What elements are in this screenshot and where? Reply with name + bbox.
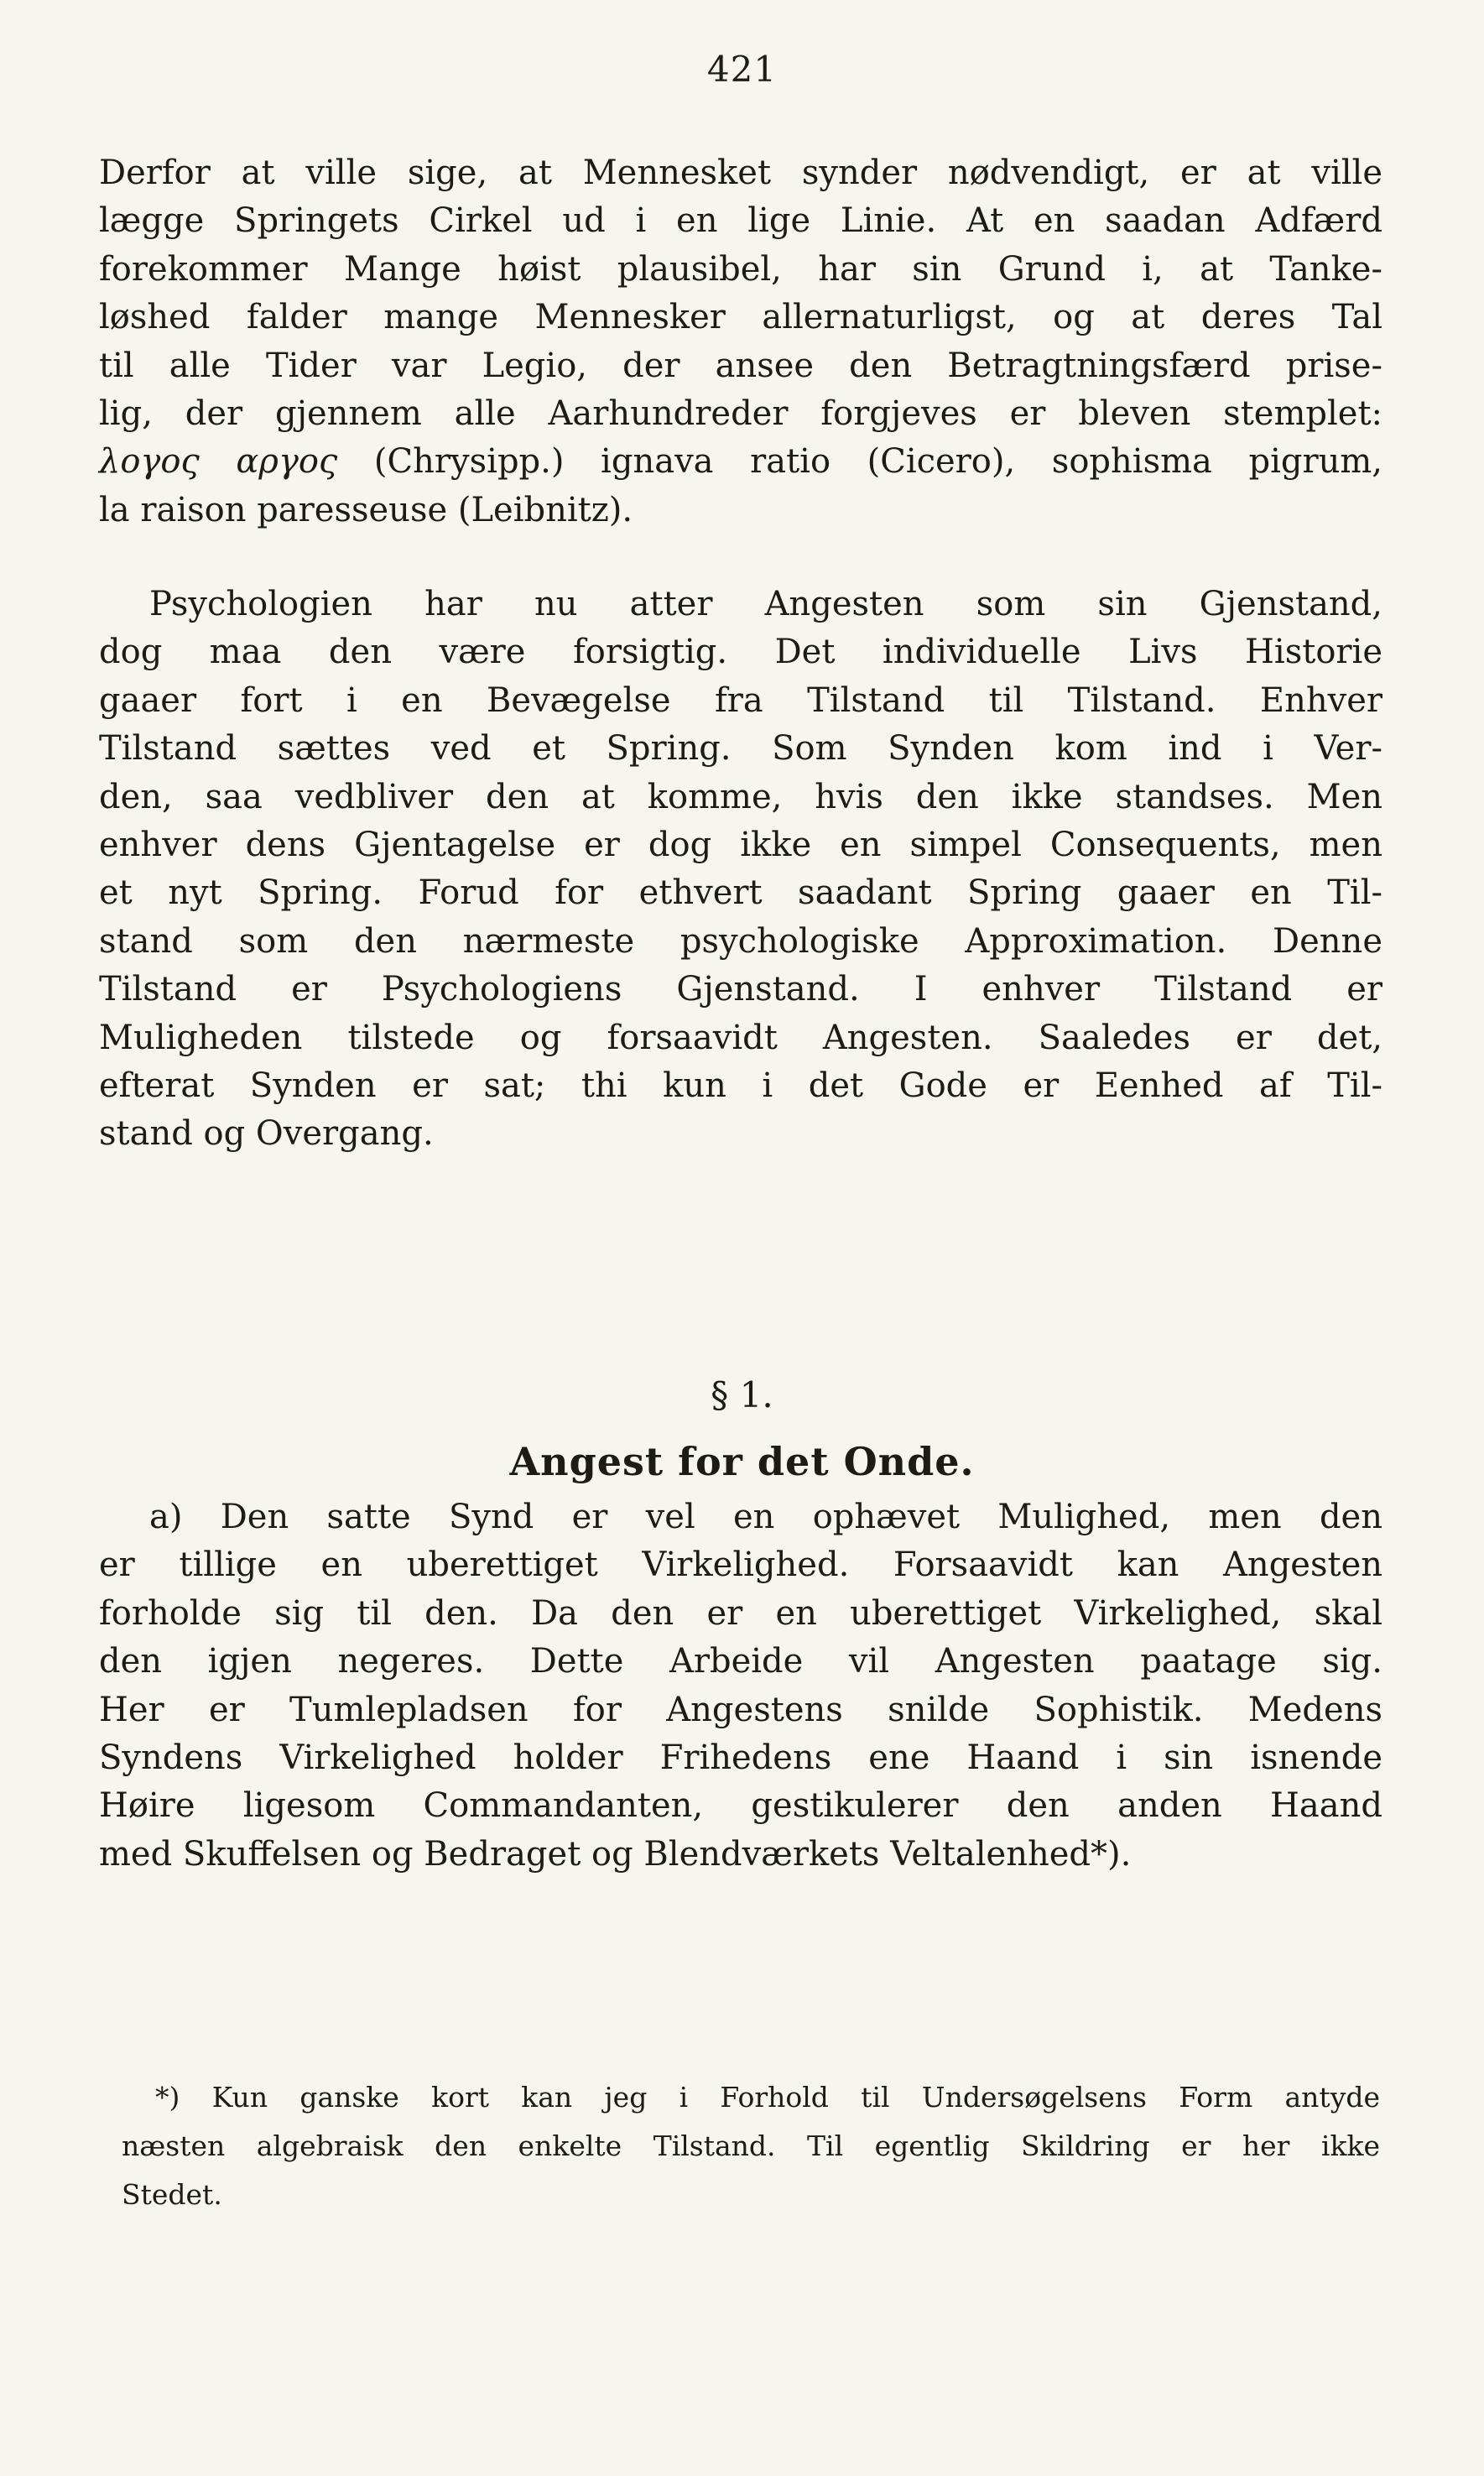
text-line: løshed falder mange Mennesker allernaturligst, og at deres Tal [99, 298, 1382, 337]
footnote [122, 2073, 1380, 2219]
text-line [99, 438, 1382, 486]
paragraph-2 [99, 581, 1382, 1159]
text-line: la raison paresseuse (Leibnitz). [99, 490, 633, 529]
text-line: lægge Springets Cirkel ud i en lige Linie. At en saadan Adfærd [99, 201, 1382, 241]
section-title: Angest for det Onde. [509, 1439, 975, 1484]
text-line: Psychologien har nu atter Angesten som sin Gjenstand, [149, 585, 1382, 623]
paragraph-1 [99, 149, 1382, 534]
page-number: 421 [706, 49, 778, 90]
section-number: § 1. [711, 1374, 773, 1415]
text-line: dog maa den være forsigtig. Det individuelle Livs Historie [99, 633, 1382, 672]
greek-phrase: λογος αργος [99, 442, 338, 482]
text-line: stand og Overgang. [99, 1114, 434, 1154]
text-line: stand som den nærmeste psychologiske Approximation. Denne [99, 921, 1382, 961]
text-line: efterat Synden er sat; thi kun i det Gode er Eenhed af Til- [99, 1066, 1382, 1106]
text-line: til alle Tider var Legio, der ansee den Betragtningsfærd prise- [99, 346, 1382, 385]
text-line: Syndens Virkelighed holder Frihedens ene Haand i sin isnende [99, 1738, 1382, 1778]
text-line: Tilstand er Psychologiens Gjenstand. I enhver Tilstand er [99, 970, 1382, 1009]
text-line: Derfor at ville sige, at Mennesket synder nødvendigt, er at ville [99, 154, 1382, 192]
text-line: Muligheden tilstede og forsaavidt Angesten. Saaledes er det, [99, 1018, 1382, 1057]
footnote-line: Stedet. [122, 2178, 222, 2211]
text-line: er tillige en uberettiget Virkelighed. Forsaavidt kan Angesten [99, 1546, 1382, 1585]
text-line: med Skuffelsen og Bedraget og Blendværkets Veltalenhed*). [99, 1834, 1132, 1874]
text-line: Tilstand sættes ved et Spring. Som Synden kom ind i Ver- [99, 729, 1382, 769]
text-line: a) Den satte Synd er vel en ophævet Mulighed, men den [149, 1498, 1382, 1536]
text-line: gaaer fort i en Bevægelse fra Tilstand til Tilstand. Enhver [99, 680, 1382, 720]
text-line: lig, der gjennem alle Aarhundreder forgjeves er bleven stemplet: [99, 394, 1382, 434]
text-line: den igjen negeres. Dette Arbeide vil Angesten paatage sig. [99, 1642, 1382, 1681]
text-line: enhver dens Gjentagelse er dog ikke en simpel Consequents, men [99, 826, 1382, 865]
citation-text: (Chrysipp.) ignava ratio (Cicero), sophisma pigrum, [337, 442, 1382, 482]
text-line: forekommer Mange høist plausibel, har sin Grund i, at Tanke- [99, 249, 1382, 289]
text-line: et nyt Spring. Forud for ethvert saadant Spring gaaer en Til- [99, 873, 1382, 913]
text-line: Høire ligesom Commandanten, gestikulerer den anden Haand [99, 1786, 1382, 1826]
text-line: forholde sig til den. Da den er en uberettiget Virkelighed, skal [99, 1593, 1382, 1633]
footnote-line: næsten algebraisk den enkelte Tilstand. Til egentlig Skildring er her ikke [122, 2129, 1380, 2162]
text-line: Her er Tumlepladsen for Angestens snilde Sophistik. Medens [99, 1690, 1382, 1729]
text-line: den, saa vedbliver den at komme, hvis den ikke standses. Men [99, 777, 1382, 816]
footnote-line: *) Kun ganske kort kan jeg i Forhold til Undersøgelsens Form antyde [155, 2081, 1380, 2114]
paragraph-3 [99, 1493, 1382, 1879]
